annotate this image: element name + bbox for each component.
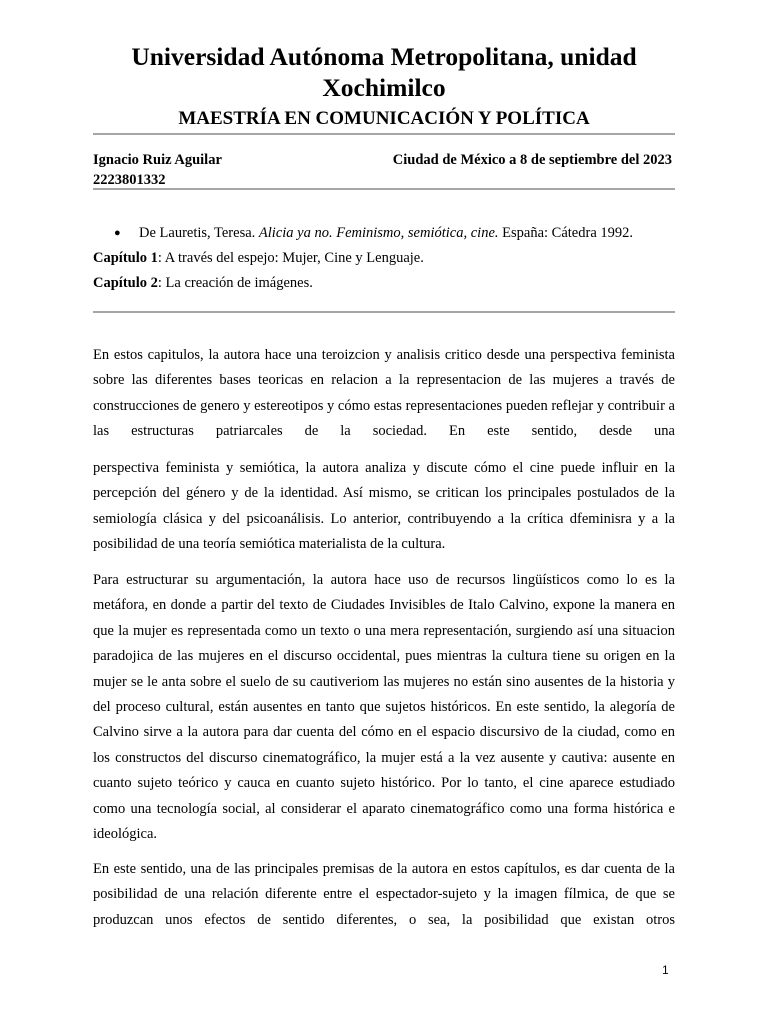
chapter-label: Capítulo 1 [93, 250, 158, 266]
paragraph-4: En este sentido, una de las principales premisas de la autora en estos capítulos, es dar cuenta de la posibilidad de una relación diferente entre el espectador-sujeto y la imagen fílmica, de que se produzcan unos efectos de sentido diferentes, o sea, la posibilidad que existan otros [93, 861, 675, 928]
meta-divider [93, 188, 675, 190]
student-id: 2223801332 [93, 172, 166, 188]
chapter-1 [93, 248, 424, 268]
chapter-label: Capítulo 2 [93, 275, 158, 291]
paragraph-2: perspectiva feminista y semiótica, la autora analiza y discute cómo el cine puede influir en la percepción del género y de la identidad. Así mismo, se critican los principales postulados de la semiología clásica y del psicoanálisis. Lo anterior, contribuyendo a la crítica dfeminisra y a la posibilidad de una teoría semiótica materialista de la cultura. [93, 460, 675, 553]
chapter-title: : A través del espejo: Mujer, Cine y Lenguaje. [157, 250, 424, 266]
page-number: 1 [662, 963, 669, 977]
bibliographic-reference [139, 223, 633, 243]
reference-title: Alicia ya no. Feminismo, semiótica, cine. [258, 225, 499, 241]
reference-publisher: España: Cátedra 1992. [502, 225, 634, 241]
author-name: Ignacio Ruiz Aguilar [93, 152, 222, 168]
reference-author: De Lauretis, Teresa. [139, 225, 256, 241]
program-title: MAESTRÍA EN COMUNICACIÓN Y POLÍTICA [178, 108, 590, 129]
paragraph-3: Para estructurar su argumentación, la autora hace uso de recursos lingüísticos como lo es la metáfora, en donde a partir del texto de Ciudades Invisibles de Italo Calvino, expone la manera en que la mujer es representada como un texto o una mera representación, surgiendo así una situacion paradojica de las mujeres en el discurso occidental, pues mientras la cultura tiene su origen en la mujer se le anta sobre el suelo de su cautiveriom las mujeres no están sino ausentes de la historia y del proceso cultural, están ausentes en tanto que sujetos históricos. En este sentido, la alegoría de Calvino sirve a la autora para dar cuenta del cómo en el espacio discursivo de la ciudad, como en los constructos del discurso cinematográfico, la mujer está a la vez ausente y cautiva: ausente en cuanto sujeto teórico y cauca en cuanto sujeto histórico. Por lo tanto, el cine aparece estudiado como una tecnología social, al considerar el aparato cinematográfico como una forma histórica e ideológica. [93, 572, 675, 843]
bullet-icon: ● [114, 227, 121, 239]
chapter-2 [93, 273, 313, 293]
reference-divider [93, 311, 675, 313]
paragraph-1: En estos capitulos, la autora hace una teroizcion y analisis critico desde una perspectiva feminista sobre las diferentes bases teoricas en relacion a la representacion de las mujeres a través de construcciones de genero y estereotipos y cómo estas representaciones pueden reflejar y contribuir a las estructuras patriarcales de la sociedad. En este sentido, desde una [93, 347, 675, 440]
place-date: Ciudad de México a 8 de septiembre del 2023 [392, 152, 672, 168]
header-divider [93, 133, 675, 135]
chapter-title: : La creación de imágenes. [157, 275, 313, 291]
university-title: Universidad Autónoma Metropolitana, unidad Xochimilco [131, 42, 637, 102]
